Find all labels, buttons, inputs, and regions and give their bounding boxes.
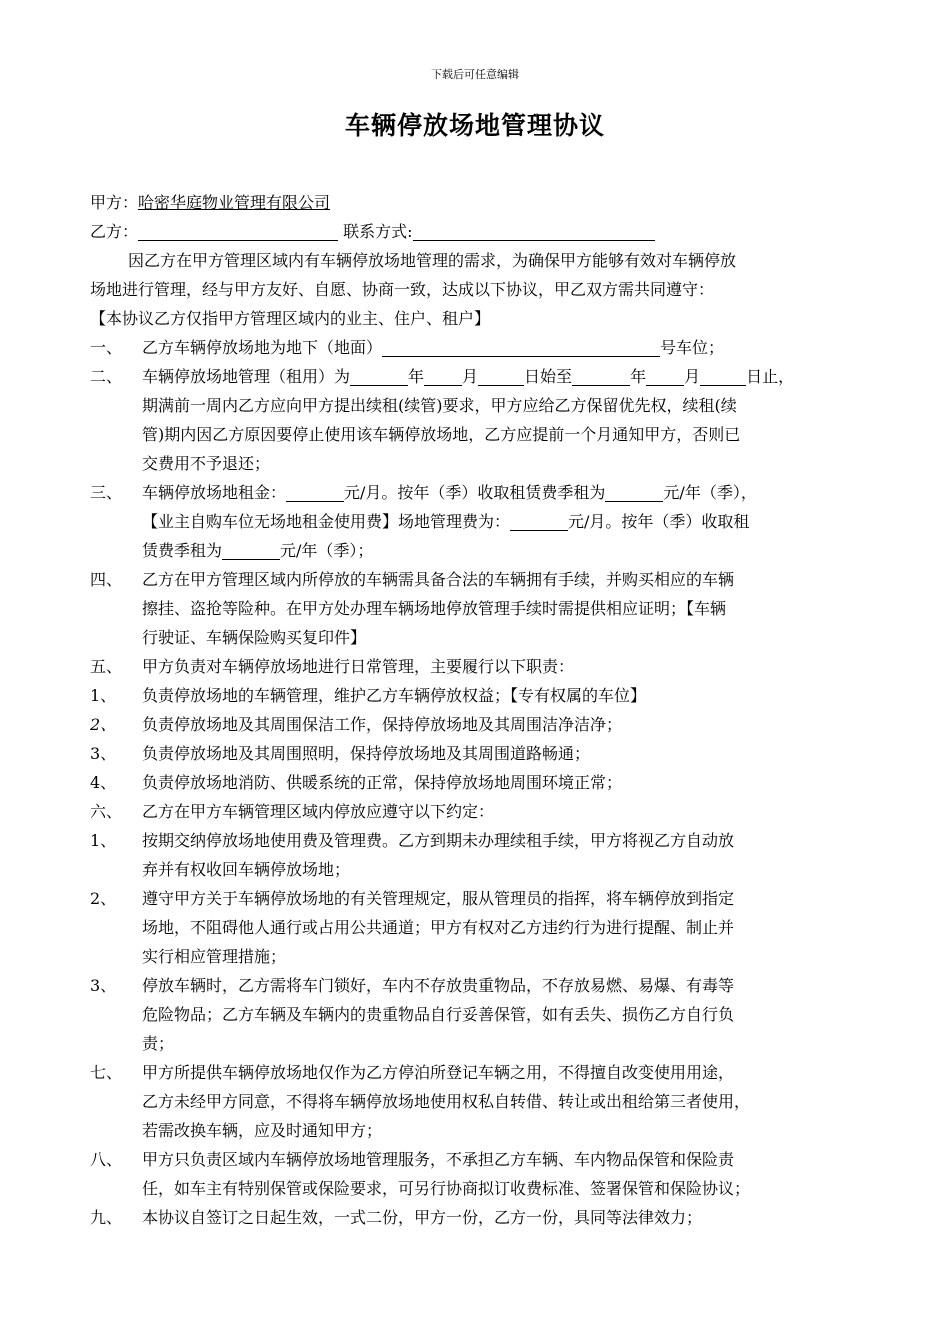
monthly-fee-blank[interactable]	[510, 510, 568, 531]
clause-number: 四、	[90, 570, 123, 589]
party-a-label: 甲方：	[90, 193, 139, 212]
clause-5-item	[90, 710, 870, 739]
clause-number: 三、	[90, 483, 123, 502]
clause-number: 九、	[90, 1208, 123, 1227]
sub-number: 4、	[90, 773, 117, 792]
rent-quarterly-label: 元/月。按年（季）收取租赁费季租为	[344, 483, 606, 502]
clause-7-line: 若需改换车辆，应及时通知甲方；	[142, 1121, 383, 1140]
end-year-blank[interactable]	[572, 365, 630, 386]
clause-6-item	[90, 826, 870, 884]
document-title: 车辆停放场地管理协议	[344, 111, 605, 140]
sub-text: 负责停放场地的车辆管理，维护乙方车辆停放权益；【专有权属的车位】	[142, 686, 647, 705]
start-day-blank[interactable]	[478, 365, 524, 386]
clause-6	[90, 797, 870, 826]
clause-number: 七、	[90, 1063, 123, 1082]
fee-quarterly-label-2: 赁费季租为	[142, 541, 223, 560]
clause-1-suffix: 号车位；	[660, 338, 725, 357]
clause-1-text: 乙方车辆停放场地为地下（地面）	[142, 338, 383, 357]
clause-number: 一、	[90, 338, 123, 357]
clause-4-line: 行驶证、车辆保险购买复印件】	[142, 628, 367, 647]
sub-text: 遵守甲方关于车辆停放场地的有关管理规定，服从管理员的指挥，将车辆停放到指定	[142, 889, 735, 908]
party-a-line	[90, 188, 870, 217]
clause-2	[90, 362, 870, 478]
end-month-blank[interactable]	[646, 365, 684, 386]
clause-7-line: 乙方未经甲方同意，不得将车辆停放场地使用权私自转借、转让或出租给第三者使用，	[142, 1092, 751, 1111]
sub-number: 1、	[90, 831, 117, 850]
clause-5-item	[90, 739, 870, 768]
clause-1	[90, 333, 870, 362]
end-day-blank[interactable]	[700, 365, 746, 386]
clause-6-item	[90, 884, 870, 971]
clause-4-line: 乙方在甲方管理区域内所停放的车辆需具备合法的车辆拥有手续，并购买相应的车辆	[142, 570, 735, 589]
start-month-blank[interactable]	[424, 365, 462, 386]
clause-8	[90, 1145, 870, 1203]
day-from-label: 日始至	[524, 367, 573, 386]
rent-label: 车辆停放场地租金：	[142, 483, 287, 502]
quarterly-fee-blank[interactable]	[222, 539, 280, 560]
sub-text: 负责停放场地及其周围保洁工作，保持停放场地及其周围洁净洁净；	[142, 715, 623, 734]
clause-7-line: 甲方所提供车辆停放场地仅作为乙方停泊所登记车辆之用，不得擅自改变使用用途，	[142, 1063, 735, 1082]
clause-5	[90, 652, 870, 681]
sub-text: 危险物品；乙方车辆及车辆内的贵重物品自行妥善保管，如有丢失、损伤乙方自行负	[142, 1005, 735, 1024]
clause-6-text: 乙方在甲方车辆管理区域内停放应遵守以下约定：	[142, 802, 495, 821]
clause-4-line: 擦挂、盗抢等险种。在甲方处办理车辆场地停放管理手续时需提供相应证明；【车辆	[142, 599, 727, 618]
sub-number: 3、	[90, 744, 117, 763]
fee-quarterly-label: 元/月。按年（季）收取租	[568, 512, 750, 531]
sub-number: 2、	[90, 715, 117, 734]
party-b-line	[90, 217, 870, 246]
clause-number: 二、	[90, 367, 123, 386]
clause-2-line: 管)期内因乙方原因要停止使用该车辆停放场地，乙方应提前一个月通知甲方，否则已	[142, 425, 741, 444]
management-fee-label: 【业主自购车位无场地租金使用费】场地管理费为：	[142, 512, 511, 531]
monthly-rent-blank[interactable]	[286, 481, 344, 502]
clause-number: 五、	[90, 657, 123, 676]
clause-8-line: 任，如车主有特别保管或保险要求，可另行协商拟订收费标准、签署保管和保险协议；	[142, 1179, 751, 1198]
sub-number: 3、	[90, 976, 117, 995]
quarterly-rent-blank[interactable]	[605, 481, 663, 502]
intro-line-3: 【本协议乙方仅指甲方管理区域内的业主、住户、租户】	[90, 309, 491, 328]
party-b-label: 乙方：	[90, 222, 139, 241]
sub-text: 场地，不阻碍他人通行或占用公共通道；甲方有权对乙方违约行为进行提醒、制止并	[142, 918, 735, 937]
clause-number: 六、	[90, 802, 123, 821]
clause-7	[90, 1058, 870, 1145]
contact-label: 联系方式:	[343, 222, 413, 241]
clause-6-item	[90, 971, 870, 1058]
clause-3	[90, 478, 870, 565]
clause-5-item	[90, 768, 870, 797]
year-label: 年	[630, 367, 647, 386]
sub-text: 弃并有权收回车辆停放场地；	[142, 860, 351, 879]
clause-5-item	[90, 681, 870, 710]
sub-text: 负责停放场地消防、供暖系统的正常，保持停放场地周围环境正常；	[142, 773, 623, 792]
agreement-body	[90, 188, 870, 1232]
clause-9	[90, 1203, 870, 1232]
sub-text: 实行相应管理措施；	[142, 947, 287, 966]
intro-line-1: 因乙方在甲方管理区域内有车辆停放场地管理的需求，为确保甲方能够有效对车辆停放	[128, 251, 737, 270]
parking-space-blank[interactable]	[382, 336, 660, 357]
month-label: 月	[684, 367, 701, 386]
fee-unit-label: 元/年（季）；	[280, 541, 374, 560]
intro-line-2: 场地进行管理，经与甲方友好、自愿、协商一致，达成以下协议，甲乙双方需共同遵守：	[90, 280, 715, 299]
month-label: 月	[462, 367, 479, 386]
day-to-label: 日止，	[746, 367, 795, 386]
clause-2-text: 车辆停放场地管理（租用）为	[142, 367, 351, 386]
clause-2-line: 期满前一周内乙方应向甲方提出续租(续管)要求，甲方应给乙方保留优先权，续租(续	[142, 396, 737, 415]
clause-2-line: 交费用不予退还；	[142, 454, 271, 473]
clause-4	[90, 565, 870, 652]
sub-number: 1、	[90, 686, 117, 705]
party-a-name: 哈密华庭物业管理有限公司	[138, 193, 331, 212]
year-label: 年	[408, 367, 425, 386]
clause-8-line: 甲方只负责区域内车辆停放场地管理服务，不承担乙方车辆、车内物品保管和保险责	[142, 1150, 735, 1169]
contact-blank[interactable]	[413, 220, 655, 241]
sub-text: 责；	[142, 1034, 175, 1053]
header-note: 下载后可任意编辑	[431, 68, 519, 81]
clause-5-text: 甲方负责对车辆停放场地进行日常管理，主要履行以下职责：	[142, 657, 575, 676]
sub-text: 负责停放场地及其周围照明，保持停放场地及其周围道路畅通；	[142, 744, 591, 763]
clause-9-text: 本协议自签订之日起生效，一式二份，甲方一份，乙方一份，具同等法律效力；	[142, 1208, 703, 1227]
sub-number: 2、	[90, 889, 117, 908]
start-year-blank[interactable]	[350, 365, 408, 386]
rent-unit-label: 元/年（季），	[663, 483, 757, 502]
sub-text: 停放车辆时，乙方需将车门锁好，车内不存放贵重物品，不存放易燃、易爆、有毒等	[142, 976, 735, 995]
party-b-blank[interactable]	[138, 220, 338, 241]
clause-number: 八、	[90, 1150, 123, 1169]
sub-text: 按期交纳停放场地使用费及管理费。乙方到期未办理续租手续，甲方将视乙方自动放	[142, 831, 735, 850]
